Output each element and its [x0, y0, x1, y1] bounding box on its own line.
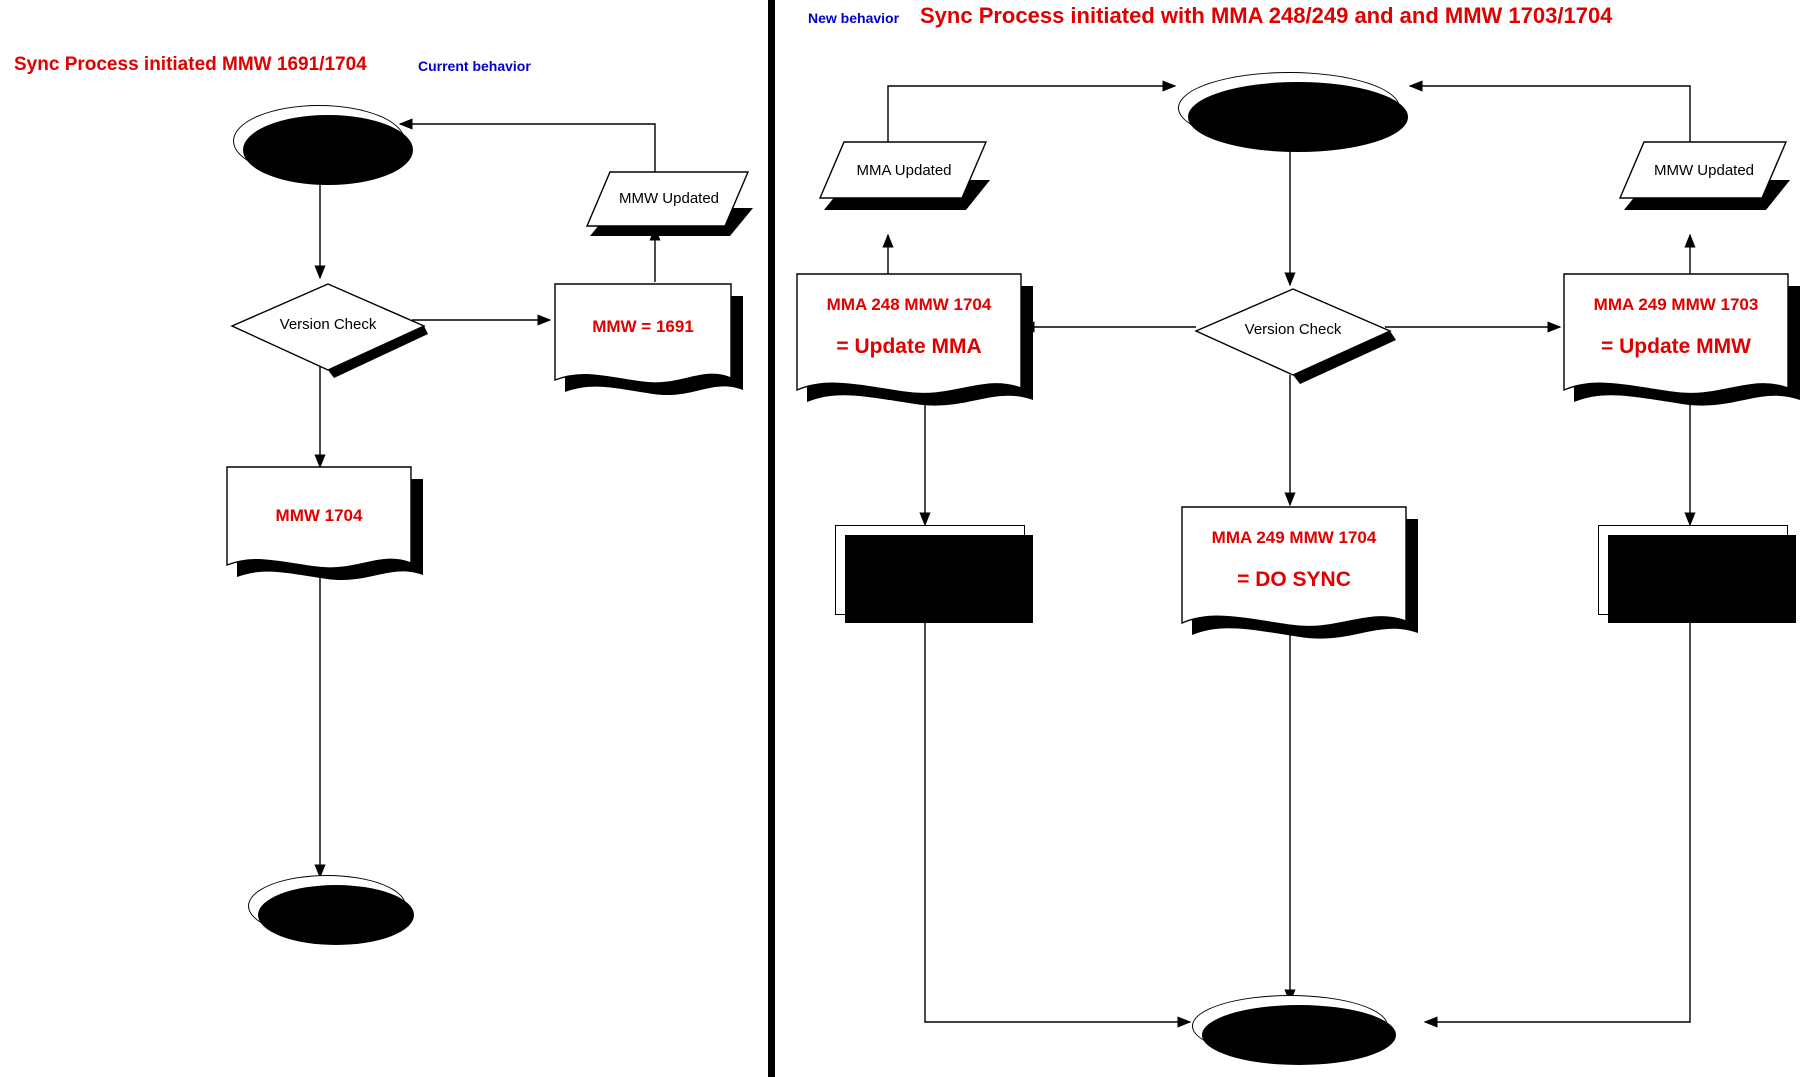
right-panel-tag: New behavior	[808, 10, 900, 26]
left-node-version-check	[228, 278, 418, 368]
left-panel-tag: Current behavior	[418, 58, 531, 74]
right-node-sync-end	[1192, 995, 1388, 1057]
right-node-mmw-not-updated-label: MMW Not Updated	[1629, 560, 1757, 578]
left-node-mmw-1691-label: MMW = 1691	[592, 317, 694, 336]
left-node-sync-end-label: Sync END	[288, 897, 366, 914]
panel-divider	[768, 0, 775, 1077]
right-node-mma-not-updated	[835, 525, 1025, 615]
left-node-mmw-updated-label: MMW Updated	[618, 190, 720, 207]
right-node-update-mmw-line2: = Update MMW	[1601, 335, 1751, 358]
right-node-update-mma-line2: = Update MMA	[836, 335, 982, 358]
right-node-mmw-updated	[1618, 140, 1790, 208]
right-node-sync-started-label: Sync Started	[1240, 99, 1338, 116]
right-node-sync-end-label: Sync END	[1251, 1017, 1329, 1034]
right-node-do-sync-line1: MMA 249 MMW 1704	[1211, 528, 1377, 547]
right-node-mmw-updated-label: MMW Updated	[1653, 162, 1755, 179]
right-node-version-check	[1190, 283, 1390, 375]
right-node-do-sync	[1180, 505, 1412, 639]
right-node-mma-updated	[818, 140, 990, 208]
right-node-update-mmw	[1562, 272, 1794, 406]
right-node-sync-started	[1178, 72, 1400, 144]
right-node-update-mma-line1: MMA 248 MMW 1704	[826, 295, 992, 314]
left-node-sync-started	[233, 105, 405, 177]
left-node-mmw-updated	[585, 170, 753, 232]
left-node-mmw-1704	[225, 465, 420, 580]
left-panel-title: Sync Process initiated MMW 1691/1704	[14, 54, 367, 75]
left-node-version-check-label: Version Check	[279, 316, 377, 333]
right-panel-title: Sync Process initiated with MMA 248/249 and and MMW 1703/1704	[920, 3, 1613, 28]
left-node-mmw-1704-label: MMW 1704	[275, 506, 363, 525]
right-node-update-mma	[795, 272, 1027, 406]
right-node-do-sync-line2: = DO SYNC	[1237, 568, 1351, 591]
right-node-mma-not-updated-label: MMA Not Updated	[868, 560, 992, 578]
left-node-mmw-1691	[553, 282, 743, 394]
right-node-version-check-label: Version Check	[1244, 321, 1342, 338]
right-node-mmw-not-updated	[1598, 525, 1788, 615]
right-node-mma-updated-label: MMA Updated	[856, 162, 952, 179]
right-node-update-mmw-line1: MMA 249 MMW 1703	[1593, 295, 1759, 314]
left-node-sync-end	[248, 875, 406, 937]
left-node-sync-started-label: Sync Started	[270, 132, 368, 149]
